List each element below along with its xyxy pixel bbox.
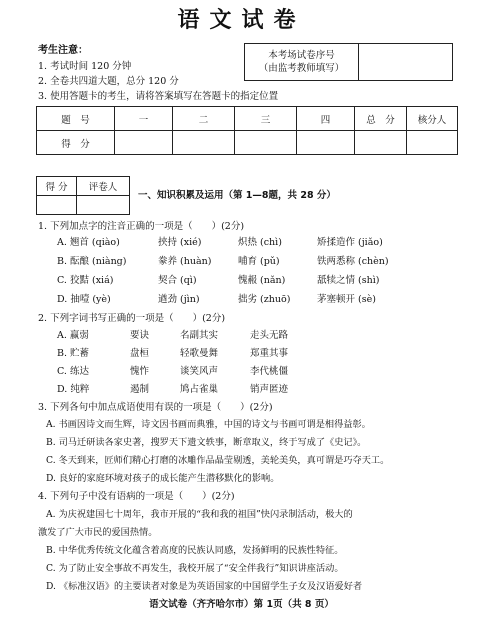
q4-option-a-cont: 激发了广大市民的爱国热情。 — [38, 527, 158, 538]
q1-stem: 1. 下列加点字的注音正确的一项是（ ）(2分) — [38, 221, 245, 232]
q4-option-d: D. 《标准汉语》的主要读者对象是为英语国家的中国留学生子女及汉语爱好者 — [46, 581, 363, 592]
notice-line-2: 2. 全卷共四道大题，总分 120 分 — [38, 76, 179, 87]
q1-option-d-4: 茅塞顿开 (sè) — [317, 294, 376, 305]
q1-option-a-2: 挟持 (xié) — [158, 237, 202, 248]
notice-line-1: 1. 考试时间 120 分钟 — [38, 61, 132, 72]
q1-option-b-3: 哺育 (pǔ) — [238, 256, 280, 267]
q1-option-c-2: 契合 (qì) — [158, 275, 197, 286]
score-cell-2[interactable] — [173, 131, 235, 155]
score-cell-checker[interactable] — [407, 131, 458, 155]
seat-number-box — [244, 43, 453, 81]
q1-option-c-3: 愧赧 (nǎn) — [238, 275, 286, 286]
q1-option-d-2: 遒劲 (jìn) — [158, 294, 200, 305]
q1-option-d-3: 拙劣 (zhuō) — [238, 294, 291, 305]
q4-stem: 4. 下列句子中没有语病的一项是（ ）(2分) — [38, 491, 235, 502]
q1-option-b-4: 铁两悉称 (chèn) — [317, 256, 389, 267]
q2-option-d-3: 鸠占雀巢 — [180, 384, 219, 395]
q2-stem: 2. 下列字词书写正确的一项是（ ）(2分) — [38, 313, 226, 324]
q4-option-c: C. 为了防止安全事故不再发生，我校开展了“安全伴我行”知识讲座活动。 — [46, 563, 344, 574]
q4-option-b: B. 中华优秀传统文化蕴含着高度的民族认同感，发扬鲜明的民族性特征。 — [46, 545, 344, 556]
q2-option-c-3: 谈笑风声 — [180, 366, 219, 377]
q2-option-a-1: A. 赢弱 — [57, 330, 89, 341]
score-header-3: 三 — [235, 107, 297, 131]
q2-option-b-3: 轻歌曼舞 — [180, 348, 219, 359]
score-table-header — [37, 107, 458, 131]
q1-option-c-1: C. 狡黠 (xiá) — [57, 275, 114, 286]
score-header-4: 四 — [297, 107, 355, 131]
q1-option-d-1: D. 抽噎 (yè) — [57, 294, 111, 305]
mini-cell-grader[interactable] — [77, 196, 130, 215]
q1-option-c-4: 舐犊之情 (shì) — [317, 275, 380, 286]
q1-option-a-4: 矫揉造作 (jiǎo) — [317, 237, 383, 248]
q2-option-a-3: 名副其实 — [180, 330, 219, 341]
mini-header-score: 得 分 — [37, 177, 77, 196]
score-row-label: 得 分 — [37, 131, 115, 155]
score-cell-total[interactable] — [355, 131, 407, 155]
q2-option-b-1: B. 贮蓄 — [57, 348, 90, 359]
q2-option-c-1: C. 练达 — [57, 366, 89, 377]
score-header-question: 题 号 — [37, 107, 115, 131]
seat-number-label: 本考场试卷序号 （由监考教师填写） — [245, 44, 359, 81]
mini-cell-score[interactable] — [37, 196, 77, 215]
q2-option-d-2: 遏制 — [130, 384, 150, 395]
q1-option-a-1: A. 翘首 (qiào) — [57, 237, 120, 248]
score-cell-4[interactable] — [297, 131, 355, 155]
q1-option-b-2: 豢养 (huàn) — [158, 256, 212, 267]
q2-option-c-2: 愧怍 — [130, 366, 150, 377]
section-score-box — [36, 176, 130, 215]
q3-option-d: D. 良好的家庭环境对孩子的成长能产生潜移默化的影响。 — [46, 473, 280, 484]
q1-option-a-3: 炽热 (chì) — [238, 237, 282, 248]
q4-option-a: A. 为庆祝建国七十周年，我市开展的“我和我的祖国”快闪录制活动，极大的 — [46, 509, 353, 520]
score-header-total: 总 分 — [355, 107, 407, 131]
mini-header-grader: 评卷人 — [77, 177, 130, 196]
score-header-1: 一 — [115, 107, 173, 131]
score-cell-1[interactable] — [115, 131, 173, 155]
q2-option-a-2: 要诀 — [130, 330, 150, 341]
q3-option-c: C. 冬天到来，匠师们精心打磨的冰雕作品晶莹剔透，美轮美奂，真可谓是巧夺天工。 — [46, 455, 390, 466]
q3-stem: 3. 下列各句中加点成语使用有误的一项是（ ）(2分) — [38, 402, 273, 413]
notice-heading: 考生注意： — [38, 45, 88, 56]
q1-option-b-1: B. 酝酿 (niàng) — [57, 256, 127, 267]
seat-number-field[interactable] — [359, 44, 453, 81]
q2-option-d-1: D. 纯粹 — [57, 384, 90, 395]
q2-option-c-4: 李代桃僵 — [250, 366, 289, 377]
notice-line-3: 3. 使用答题卡的考生，请将答案填写在答题卡的指定位置 — [38, 91, 279, 102]
score-table-row — [37, 131, 458, 155]
page-footer: 语文试卷（齐齐哈尔市）第 1页（共 8 页） — [149, 599, 334, 610]
q2-option-b-2: 盘桓 — [130, 348, 150, 359]
score-header-2: 二 — [173, 107, 235, 131]
score-cell-3[interactable] — [235, 131, 297, 155]
q3-option-a: A. 书画因诗文而生辉，诗文因书画而典雅，中国的诗文与书画可谓是相得益彰。 — [46, 419, 371, 430]
score-header-checker: 核分人 — [407, 107, 458, 131]
section-heading: 一、知识积累及运用（第 1—8题，共 28 分） — [138, 190, 336, 201]
q2-option-d-4: 销声匿迹 — [250, 384, 289, 395]
q2-option-b-4: 郑重其事 — [250, 348, 289, 359]
page-title: 语文试卷 — [177, 8, 306, 33]
score-table — [36, 106, 458, 155]
q3-option-b: B. 司马迁研读各家史著，搜罗天下遗文轶事，断章取义，终于写成了《史记》。 — [46, 437, 367, 448]
q2-option-a-4: 走头无路 — [250, 330, 289, 341]
